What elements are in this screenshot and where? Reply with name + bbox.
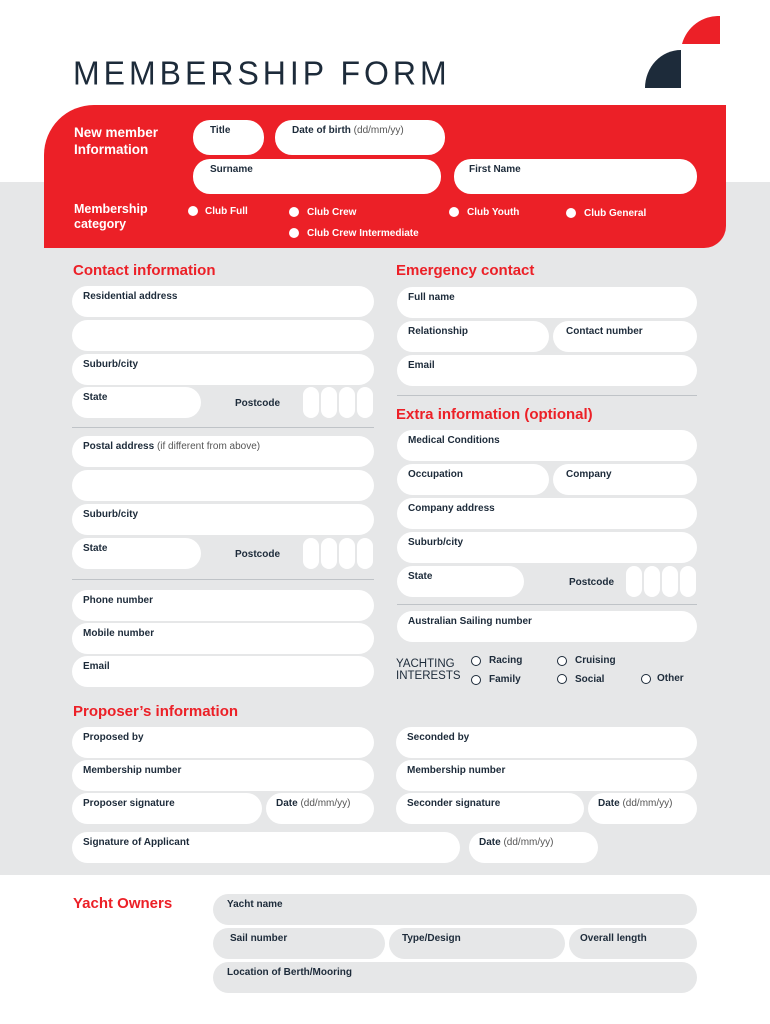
extra-postcode-digit-4[interactable]: [680, 566, 696, 597]
residential-address-field[interactable]: Residential address: [72, 286, 374, 317]
club-crew-intermediate-radio[interactable]: [289, 228, 299, 238]
divider: [397, 395, 697, 396]
seconder-membership-number-field[interactable]: Membership number: [396, 760, 697, 791]
proposer-membership-number-field[interactable]: Membership number: [72, 760, 374, 791]
proposer-signature-field[interactable]: Proposer signature: [72, 793, 262, 824]
emergency-full-name-field[interactable]: Full name: [397, 287, 697, 318]
yachting-interests-label: YACHTING INTERESTS: [396, 658, 461, 682]
postal-suburb-city-field[interactable]: Suburb/city: [72, 504, 374, 535]
extra-postcode-digit-1[interactable]: [626, 566, 642, 597]
postal-postcode-digit-3[interactable]: [339, 538, 355, 569]
other-radio[interactable]: [641, 674, 651, 684]
applicant-date-field[interactable]: Date (dd/mm/yy): [469, 832, 598, 863]
yacht-owners-heading: Yacht Owners: [73, 895, 173, 912]
club-crew-radio[interactable]: [289, 207, 299, 217]
mobile-number-field[interactable]: Mobile number: [72, 623, 374, 654]
surname-field[interactable]: Surname: [193, 159, 441, 194]
racing-radio[interactable]: [471, 656, 481, 666]
title-field[interactable]: Title: [193, 120, 264, 155]
proposed-by-field[interactable]: Proposed by: [72, 727, 374, 758]
postcode-digit-1[interactable]: [303, 387, 319, 418]
email-field[interactable]: Email: [72, 656, 374, 687]
postal-address-line2-field[interactable]: [72, 470, 374, 501]
extra-info-heading: Extra information (optional): [396, 406, 593, 423]
yacht-name-field[interactable]: Yacht name: [213, 894, 697, 925]
postal-postcode-digit-4[interactable]: [357, 538, 373, 569]
logo-icon: [645, 16, 721, 88]
emergency-email-field[interactable]: Email: [397, 355, 697, 386]
overall-length-field[interactable]: Overall length: [569, 928, 697, 959]
type-design-field[interactable]: Type/Design: [389, 928, 565, 959]
page-title: MEMBERSHIP FORM: [73, 54, 451, 92]
family-radio[interactable]: [471, 675, 481, 685]
emergency-contact-heading: Emergency contact: [396, 262, 535, 279]
social-radio[interactable]: [557, 674, 567, 684]
relationship-field[interactable]: Relationship: [397, 321, 549, 352]
membership-category-heading: Membership category: [74, 202, 148, 231]
seconded-by-field[interactable]: Seconded by: [396, 727, 697, 758]
club-general-radio[interactable]: [566, 208, 576, 218]
australian-sailing-number-field[interactable]: Australian Sailing number: [397, 611, 697, 642]
extra-postcode-digit-2[interactable]: [644, 566, 660, 597]
applicant-signature-field[interactable]: Signature of Applicant: [72, 832, 460, 863]
postal-postcode-digit-2[interactable]: [321, 538, 337, 569]
divider: [72, 427, 374, 428]
contact-number-field[interactable]: Contact number: [553, 321, 697, 352]
postal-postcode-digit-1[interactable]: [303, 538, 319, 569]
club-full-radio[interactable]: [188, 206, 198, 216]
postcode-digit-3[interactable]: [339, 387, 355, 418]
sail-number-field[interactable]: Sail number: [213, 928, 385, 959]
medical-conditions-field[interactable]: Medical Conditions: [397, 430, 697, 461]
postal-address-field[interactable]: Postal address (if different from above): [72, 436, 374, 467]
proposer-date-field[interactable]: Date (dd/mm/yy): [266, 793, 374, 824]
extra-suburb-city-field[interactable]: Suburb/city: [397, 532, 697, 563]
seconder-signature-field[interactable]: Seconder signature: [396, 793, 584, 824]
postcode-label: Postcode: [235, 398, 281, 409]
postal-state-field[interactable]: State: [72, 538, 201, 569]
postcode-digit-2[interactable]: [321, 387, 337, 418]
company-address-field[interactable]: Company address: [397, 498, 697, 529]
extra-postcode-label: Postcode: [569, 577, 615, 588]
occupation-field[interactable]: Occupation: [397, 464, 549, 495]
state-field[interactable]: State: [72, 387, 201, 418]
date-of-birth-field[interactable]: Date of birth (dd/mm/yy): [275, 120, 445, 155]
company-field[interactable]: Company: [553, 464, 697, 495]
divider: [72, 579, 374, 580]
postal-postcode-label: Postcode: [235, 549, 281, 560]
first-name-field[interactable]: First Name: [454, 159, 697, 194]
new-member-heading: New member Information: [74, 125, 159, 157]
cruising-radio[interactable]: [557, 656, 567, 666]
suburb-city-field[interactable]: Suburb/city: [72, 354, 374, 385]
residential-address-line2-field[interactable]: [72, 320, 374, 351]
divider: [397, 604, 697, 605]
seconder-date-field[interactable]: Date (dd/mm/yy): [588, 793, 697, 824]
proposer-info-heading: Proposer’s information: [73, 703, 239, 720]
contact-info-heading: Contact information: [73, 262, 216, 279]
berth-mooring-field[interactable]: Location of Berth/Mooring: [213, 962, 697, 993]
extra-state-field[interactable]: State: [397, 566, 524, 597]
phone-number-field[interactable]: Phone number: [72, 590, 374, 621]
club-youth-radio[interactable]: [449, 207, 459, 217]
extra-postcode-digit-3[interactable]: [662, 566, 678, 597]
postcode-digit-4[interactable]: [357, 387, 373, 418]
